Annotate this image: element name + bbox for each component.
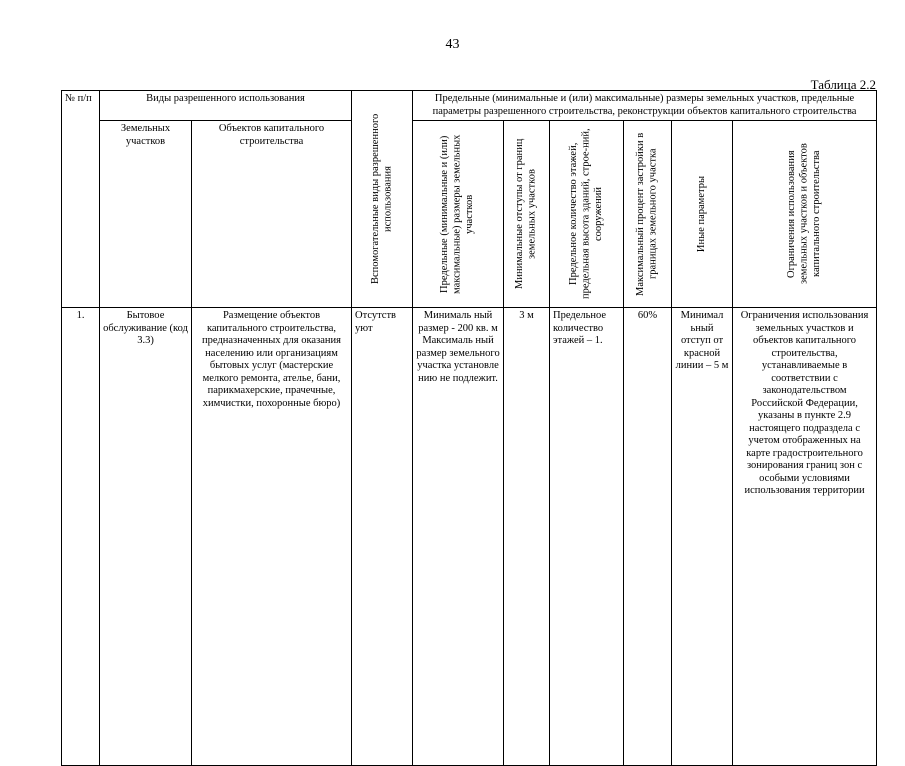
cell-other: Минимал ьный отступ от красной линии – 5 м	[672, 308, 733, 766]
header-objects: Объектов капитального строительства	[192, 121, 352, 308]
header-coverage: Максимальный процент застройки в границах земельного участка	[624, 121, 672, 308]
cell-plot-size: Минималь ный размер - 200 кв. м Максималь ный размер земельного участка установле нию не подлежит.	[413, 308, 504, 766]
cell-restrictions: Ограничения использования земельных участков и объектов капитального строительства, устанавливаемые в соответствии с законодательством Российской Федерации, указаны в пункте 2.9 настоящего подраздела с учетом отображенных на карте градостроительного зонирования границ зон с особыми условиями использования территории	[733, 308, 877, 766]
table-row	[62, 308, 877, 766]
cell-setbacks: 3 м	[504, 308, 550, 766]
header-setbacks: Минимальные отступы от границ земельных участков	[504, 121, 550, 308]
header-auxiliary: Вспомогательные виды разрешенного использования	[352, 91, 413, 308]
table-caption: Таблица 2.2	[810, 77, 876, 92]
header-land: Земельных участков	[100, 121, 192, 308]
cell-floors: Предельное количество этажей – 1.	[550, 308, 624, 766]
header-permitted-uses: Виды разрешенного использования	[100, 91, 352, 121]
header-other: Иные параметры	[672, 121, 733, 308]
header-row-1	[62, 91, 877, 121]
header-num: № п/п	[62, 91, 100, 308]
header-floors: Предельное количество этажей, предельная высота зданий, строе-ний, сооружений	[550, 121, 624, 308]
header-plot-size: Предельные (минимальные и (или) максимальные) размеры земельных участков	[413, 121, 504, 308]
header-row-2	[62, 121, 877, 308]
header-restrictions: Ограничения использования земельных участков и объектов капитального строительства	[733, 121, 877, 308]
page-number: 43	[445, 37, 460, 52]
cell-num: 1.	[62, 308, 100, 766]
regulations-table	[61, 90, 877, 766]
cell-auxiliary: Отсутств уют	[352, 308, 413, 766]
cell-land: Бытовое обслуживание (код 3.3)	[100, 308, 192, 766]
header-limits: Предельные (минимальные и (или) максимальные) размеры земельных участков, предельные параметры разрешенного строительства, реконструкции объектов капитального строительства	[413, 91, 877, 121]
cell-coverage: 60%	[624, 308, 672, 766]
cell-objects: Размещение объектов капитального строительства, предназначенных для оказания населению или организациям бытовых услуг (мастерские мелкого ремонта, ателье, бани, парикмахерские, прачечные, химчистки, похоронные бюро)	[192, 308, 352, 766]
